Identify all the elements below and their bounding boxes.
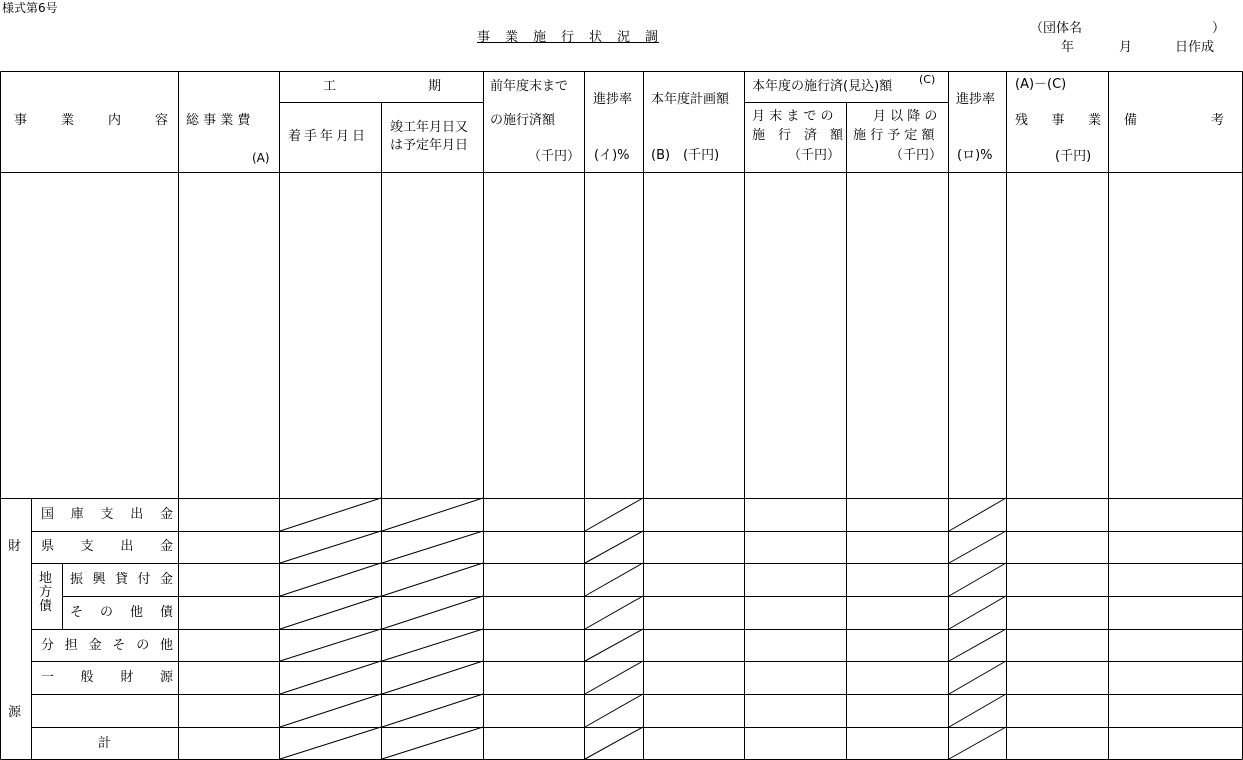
header-content-char: 内: [107, 113, 121, 128]
header-notes-char: 考: [1210, 113, 1224, 128]
header-plan-unit: (B) (千円): [651, 148, 720, 163]
funding-row-other-bonds: [70, 606, 173, 619]
header-prev-line2: の施行済額: [490, 113, 556, 128]
header-end-date-line1: 竣工年月日又: [390, 120, 469, 135]
not-applicable-diagonal: [280, 727, 381, 759]
header-period: [323, 80, 441, 93]
funding-side-label-2: 源: [8, 705, 22, 720]
header-progress-2-unit: (ロ)%: [957, 148, 993, 163]
header-content-char: 業: [60, 113, 74, 128]
not-applicable-diagonal: [280, 498, 381, 531]
header-done: 本年度の施行済(見込)額: [752, 79, 893, 94]
header-total-cost: 総 事 業 費: [186, 113, 251, 128]
not-applicable-diagonal: [382, 629, 483, 661]
header-progress-1: 進捗率: [593, 92, 633, 107]
not-applicable-diagonal: [382, 531, 483, 563]
funding-char: 源: [159, 670, 173, 685]
funding-char: 分: [41, 638, 55, 653]
funding-row-prefecture: [41, 540, 173, 553]
date-month: 月: [1119, 40, 1133, 55]
header-remain-char: 事: [1051, 113, 1065, 128]
funding-char: そ: [70, 605, 84, 620]
header-remain-char: 業: [1087, 113, 1101, 128]
header-content-char: 事: [14, 113, 28, 128]
not-applicable-diagonal: [280, 596, 381, 629]
funding-char: 他: [159, 638, 173, 653]
header-remain: [1015, 114, 1101, 127]
funding-local-bond-label: [39, 572, 52, 614]
not-applicable-diagonal: [585, 531, 643, 563]
header-done-sub1-line1: 月 末 ま で の: [752, 109, 834, 124]
not-applicable-diagonal: [949, 531, 1006, 563]
funding-char: 県: [41, 539, 55, 554]
funding-char: 担: [64, 638, 78, 653]
header-period-char: 工: [323, 79, 337, 94]
local-bond-char: 地: [39, 571, 53, 586]
funding-side-label-1: 財: [8, 539, 22, 554]
funding-char: 庫: [70, 507, 84, 522]
funding-char: 付: [137, 572, 151, 587]
local-bond-char: 債: [39, 599, 53, 614]
not-applicable-diagonal: [585, 629, 643, 661]
form-number: 様式第6号: [2, 1, 58, 15]
org-name-open: （団体名: [1030, 21, 1083, 36]
header-progress-2: 進捗率: [956, 92, 996, 107]
not-applicable-diagonal: [382, 596, 483, 629]
funding-row-promotion-loan: [70, 573, 173, 586]
not-applicable-diagonal: [585, 661, 643, 694]
not-applicable-diagonal: [949, 498, 1006, 531]
not-applicable-diagonal: [382, 727, 483, 759]
funding-char: 金: [159, 572, 173, 587]
not-applicable-diagonal: [280, 694, 381, 727]
funding-char: 債: [159, 605, 173, 620]
funding-char: 他: [129, 605, 143, 620]
header-end-date-line2: は予定年月日: [390, 138, 469, 153]
date-created: 日作成: [1175, 40, 1215, 55]
funding-char: の: [99, 605, 113, 620]
funding-row-general: [41, 671, 173, 684]
not-applicable-diagonal: [949, 563, 1006, 596]
funding-char: 支: [80, 539, 94, 554]
not-applicable-diagonal: [280, 563, 381, 596]
header-prev-unit: （千円）: [528, 149, 581, 164]
header-remain-unit: (千円): [1055, 149, 1092, 164]
not-applicable-diagonal: [949, 694, 1006, 727]
org-name-close: ）: [1212, 21, 1226, 36]
header-prev-line1: 前年度末まで: [490, 79, 569, 94]
header-start-date: 着手年月日: [288, 129, 369, 144]
funding-char: 支: [100, 507, 114, 522]
header-notes-char: 備: [1124, 113, 1138, 128]
header-progress-1-unit: (イ)%: [594, 148, 630, 163]
not-applicable-diagonal: [949, 661, 1006, 694]
not-applicable-diagonal: [382, 563, 483, 596]
not-applicable-diagonal: [280, 661, 381, 694]
funding-row-total: 計: [98, 736, 112, 751]
header-done-c: (C): [919, 73, 936, 86]
header-done-sub2-line2: 施 行 予 定 額: [853, 128, 935, 143]
funding-char: 金: [159, 507, 173, 522]
header-remain-char: 残: [1015, 113, 1029, 128]
header-done-sub2-unit: （千円）: [890, 148, 943, 163]
funding-char: 出: [120, 539, 134, 554]
not-applicable-diagonal: [949, 727, 1006, 759]
header-done-sub1-line2: 施 行 済 額: [752, 128, 844, 143]
funding-row-national: [41, 508, 173, 521]
funding-char: 一: [41, 670, 55, 685]
funding-char: 貸: [114, 572, 128, 587]
header-done-sub1-unit: （千円）: [788, 148, 841, 163]
funding-char: 国: [41, 507, 55, 522]
funding-char: 振: [70, 572, 84, 587]
funding-char: 興: [92, 572, 106, 587]
funding-char: 金: [88, 638, 102, 653]
header-content-char: 容: [154, 113, 168, 128]
not-applicable-diagonal: [280, 531, 381, 563]
header-notes: [1124, 114, 1224, 127]
not-applicable-diagonal: [585, 727, 643, 759]
header-total-cost-a: (A): [252, 151, 270, 165]
page-title: 事 業 施 行 状 況 調: [477, 30, 660, 45]
header-plan: 本年度計画額: [651, 92, 730, 107]
header-remain-formula: (A)－(C): [1015, 77, 1067, 92]
funding-char: 金: [159, 539, 173, 554]
not-applicable-diagonal: [585, 498, 643, 531]
funding-char: の: [136, 638, 150, 653]
local-bond-char: 方: [39, 585, 53, 600]
not-applicable-diagonal: [280, 629, 381, 661]
funding-char: 財: [120, 670, 134, 685]
not-applicable-diagonal: [382, 694, 483, 727]
not-applicable-diagonal: [585, 694, 643, 727]
not-applicable-diagonal: [585, 563, 643, 596]
date-year: 年: [1061, 40, 1075, 55]
not-applicable-diagonal: [382, 498, 483, 531]
funding-char: そ: [112, 638, 126, 653]
funding-row-contributions: [41, 639, 173, 652]
not-applicable-diagonal: [382, 661, 483, 694]
not-applicable-diagonal: [949, 596, 1006, 629]
funding-char: 出: [130, 507, 144, 522]
not-applicable-diagonal: [585, 596, 643, 629]
not-applicable-diagonal: [949, 629, 1006, 661]
header-done-sub2-line1: 月 以 降 の: [873, 109, 938, 124]
header-content: [14, 114, 168, 127]
header-period-char: 期: [427, 79, 441, 94]
funding-char: 般: [80, 670, 94, 685]
